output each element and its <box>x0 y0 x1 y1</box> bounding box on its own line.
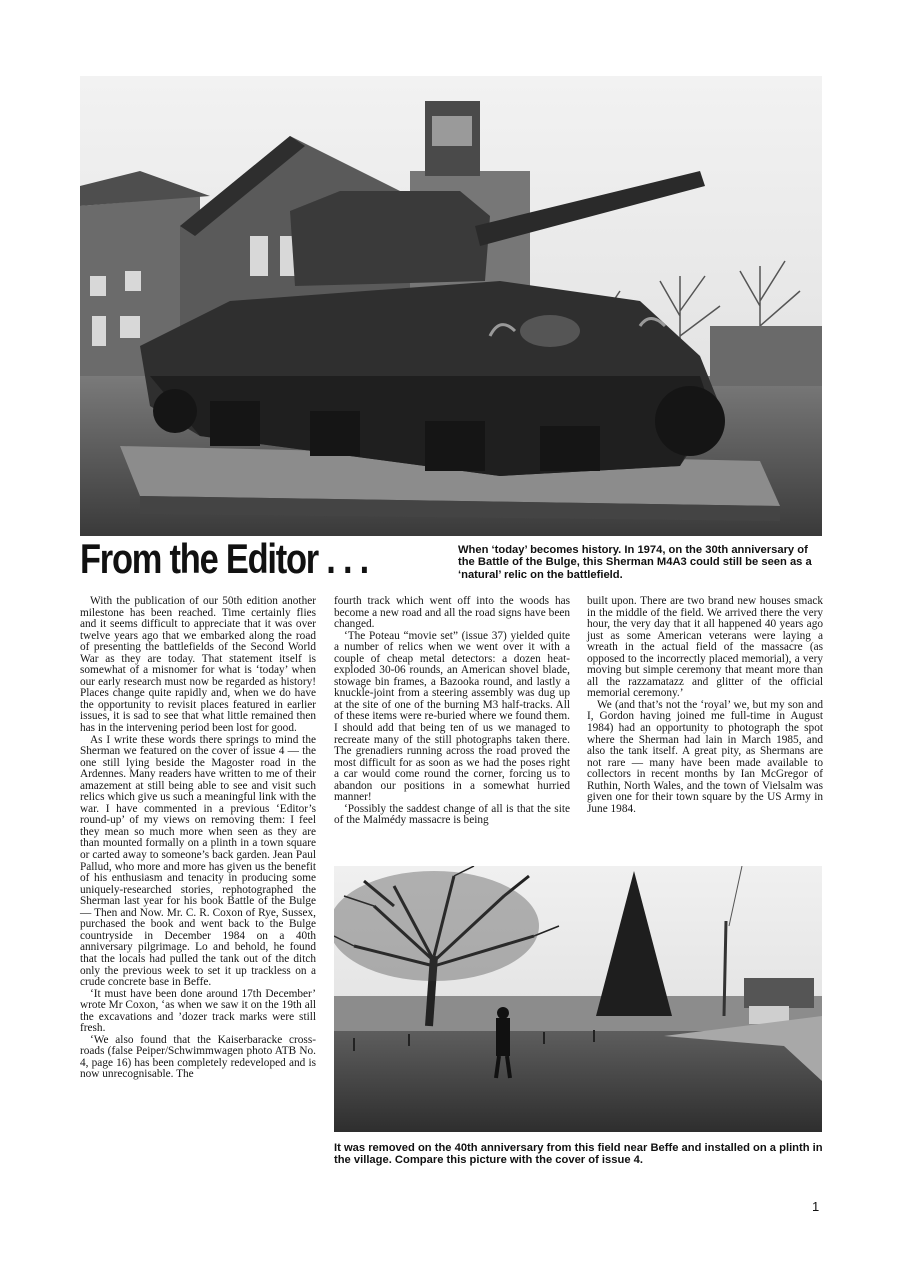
paragraph: ‘The Poteau “movie set” (issue 37) yielded quite a number of relics when we went over it with a couple of cheap metal detectors: a dozen heat-exploded 30-06 rounds, an American shovel blade, stowage bin frames, a Bazooka round, and lastly a knuckle-joint from a steering assembly was dug up at the site of one of the burning M3 half-tracks. All of these items were re-buried where we found them. I should add that being ten of us we managed to recreate many of the still photographs taken there. The grenadiers running across the road proved the most difficult for as soon as we had the poses right a car would come round the corner, forcing us to abandon our positions in a somewhat hurried manner! <box>334 629 570 804</box>
paragraph: ‘We also found that the Kaiserbaracke cross-roads (false Peiper/Schwimmwagen photo ATB No. 4, page 16) has been completely redeveloped and is now unrecognisable. The <box>80 1033 316 1081</box>
paragraph: ‘It must have been done around 17th December’ wrote Mr Coxon, ‘as when we saw it on the 19th all the excavations and ’dozer track marks were still fresh. <box>80 987 316 1035</box>
article-column-3 <box>587 596 823 815</box>
beffe-field-photo <box>334 866 822 1132</box>
sherman-tank-photo-art <box>80 76 822 536</box>
paragraph: With the publication of our 50th edition another milestone has been reached. Time certainly flies and it seems difficult to appreciate that it was over twelve years ago that we embarked along the road of presenting the battlefields of the Second World War as they are today. That statement itself is somewhat of a misnomer for what is ‘today’ when our early research must now be regarded as history! Places change quite rapidly and, when we do have the opportunity to revisit places featured in earlier issues, it is sad to see that what little remained then has in the intervening period been lost for good. <box>80 595 316 735</box>
beffe-field-photo-art <box>334 866 822 1132</box>
top-photo-caption: When ‘today’ becomes history. In 1974, on the 30th anniversary of the Battle of the Bulge, this Sherman M4A3 could still be seen as a ‘natural’ relic on the battlefield. <box>458 544 812 581</box>
page-number: 1 <box>812 1199 820 1214</box>
paragraph: We (and that’s not the ‘royal’ we, but my son and I, Gordon having joined me full-time in August 1984) had an opportunity to photograph the spot where the Sherman had lain in March 1985, and also the tank itself. A great pity, as Shermans are not rare — many have been made available to collectors in recent months by Ian McGregor of Ruthin, North Wales, and the town of Vielsalm was given one for their town square by the US Army in June 1984. <box>587 698 823 815</box>
sherman-tank-photo <box>80 76 822 536</box>
paragraph: built upon. There are two brand new houses smack in the middle of the field. We arrived there the very hour, the very day that it all happened 40 years ago just as some American veterans were laying a wreath in the actual field of the massacre (as opposed to the incorrectly placed memorial), a very moving but simple ceremony that meant more than all the razzamatazz and glitter of the official memorial ceremony.’ <box>587 595 823 700</box>
bottom-photo-caption: It was removed on the 40th anniversary from this field near Beffe and installed on a plinth in the village. Compare this picture with the cover of issue 4. <box>334 1142 823 1167</box>
paragraph: ‘Possibly the saddest change of all is that the site of the Malmédy massacre is being <box>334 802 570 827</box>
paragraph: fourth track which went off into the woods has become a new road and all the road signs have been changed. <box>334 595 570 631</box>
paragraph: As I write these words there springs to mind the Sherman we featured on the cover of issue 4 — the one still lying beside the Magoster road in the Ardennes. Many readers have written to me of their amazement at still being able to see and visit such relics which give us such a meaningful link with the war. I have commented in a previous ‘Editor’s round-up’ of my views on removing them: I feel they mean so much more when seen as they are than mounted formally on a plinth in a town square or carted away to someone’s back garden. Jean Paul Pallud, who more and more has given us the benefit of his enthusiasm and tenacity in producing some uniquely-researched stories, rephotographed the Sherman last year for his book Battle of the Bulge — Then and Now. Mr. C. R. Coxon of Rye, Sussex, purchased the book and went back to the Bulge countryside in December 1984 on a 40th anniversary pilgrimage. Lo and behold, he found that the locals had pulled the tank out of the ditch only the previous week to set it up trackless on a crude concrete base in Beffe. <box>80 733 316 989</box>
page-title: From the Editor . . . <box>80 535 368 582</box>
article-column-1 <box>80 596 316 1081</box>
article-column-2 <box>334 596 570 827</box>
